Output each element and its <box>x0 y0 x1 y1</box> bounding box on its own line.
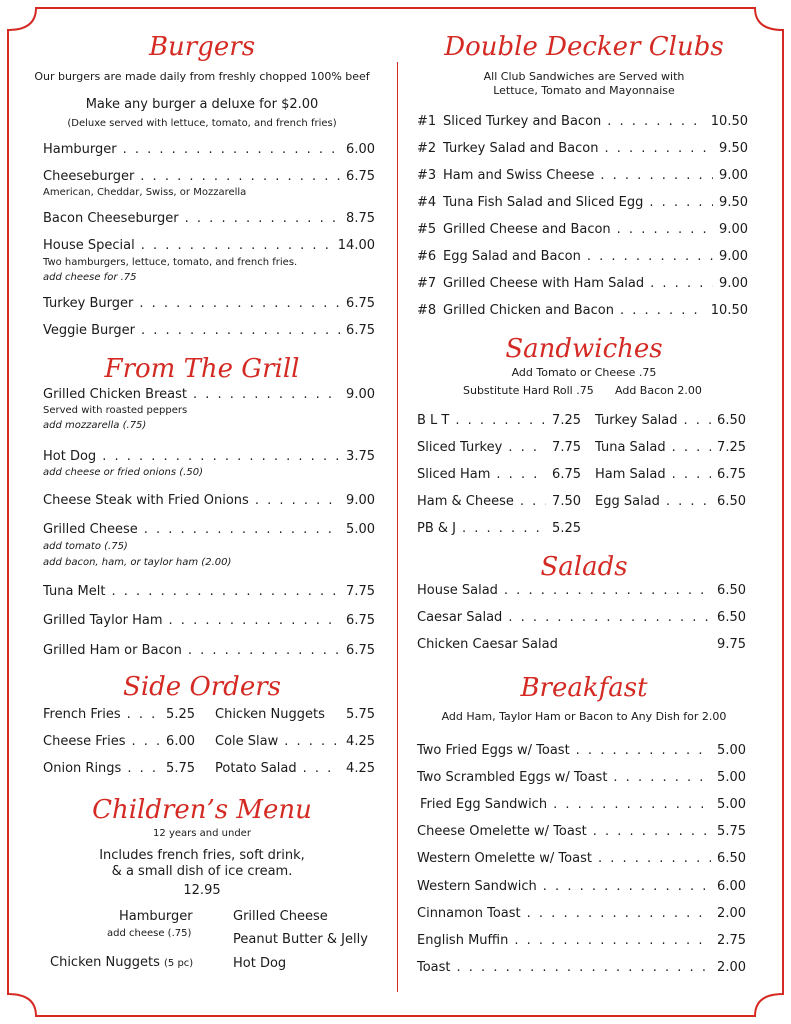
childrens-item: Hot Dog <box>233 956 287 971</box>
item-name: Grilled Cheese <box>43 522 138 537</box>
item-name: Tuna Fish Salad and Sliced Egg <box>443 195 644 210</box>
item-note: American, Cheddar, Swiss, or Mozzarella <box>43 187 247 198</box>
item-name: Hot Dog <box>43 449 97 464</box>
menu-item <box>417 440 581 456</box>
menu-item <box>420 797 746 813</box>
item-price: 6.75 <box>346 323 375 338</box>
menu-item <box>417 851 746 867</box>
menu-item <box>417 610 746 626</box>
menu-item <box>43 142 375 158</box>
item-price: 3.75 <box>346 449 375 464</box>
item-price: 6.75 <box>717 467 746 482</box>
item-name: Western Omelette w/ Toast <box>417 851 592 866</box>
item-price: 6.50 <box>717 413 746 428</box>
item-price: 5.75 <box>346 707 375 722</box>
item-name: Grilled Ham or Bacon <box>43 643 182 658</box>
menu-item <box>417 168 748 184</box>
childrens-includes: Includes french fries, soft drink, <box>99 848 305 863</box>
item-price: 9.00 <box>346 387 375 402</box>
item-price: 5.25 <box>552 521 581 536</box>
item-name: Grilled Cheese with Ham Salad <box>443 276 645 291</box>
sides-heading: Side Orders <box>123 672 281 702</box>
item-name: Egg Salad and Bacon <box>443 249 581 264</box>
sandwiches-note: Substitute Hard Roll .75 <box>463 384 594 397</box>
item-name: Potato Salad <box>215 761 297 776</box>
item-note: add cheese for .75 <box>43 272 137 283</box>
item-name: Two Scrambled Eggs w/ Toast <box>417 770 608 785</box>
item-name: Western Sandwich <box>417 879 537 894</box>
item-price: 7.25 <box>717 440 746 455</box>
deluxe-offer: Make any burger a deluxe for $2.00 <box>85 97 319 112</box>
item-number: #3 <box>417 168 437 183</box>
menu-item <box>417 906 746 922</box>
menu-item <box>417 467 581 483</box>
item-name: Tuna Salad <box>595 440 666 455</box>
menu-item <box>43 761 195 777</box>
item-name: Toast <box>417 960 451 975</box>
item-name: Hamburger <box>43 142 117 157</box>
item-name: Cheese Omelette w/ Toast <box>417 824 587 839</box>
item-name: Bacon Cheeseburger <box>43 211 179 226</box>
breakfast-note: Add Ham, Taylor Ham or Bacon to Any Dish for 2.00 <box>441 710 727 723</box>
item-name: PB & J <box>417 521 456 536</box>
menu-item <box>417 933 746 949</box>
sandwiches-heading: Sandwiches <box>505 334 663 364</box>
menu-item <box>43 211 375 227</box>
menu-item <box>43 707 195 723</box>
item-name: Cole Slaw <box>215 734 279 749</box>
menu-item <box>43 449 375 465</box>
deluxe-note: (Deluxe served with lettuce, tomato, and french fries) <box>67 118 337 129</box>
item-name: Grilled Chicken and Bacon <box>443 303 614 318</box>
item-name: Chicken Nuggets <box>215 707 325 722</box>
menu-item <box>595 467 746 483</box>
menu-item <box>595 494 746 510</box>
item-name: Sliced Turkey <box>417 440 503 455</box>
item-price: 6.75 <box>552 467 581 482</box>
menu-item <box>417 521 581 537</box>
clubs-heading: Double Decker Clubs <box>444 32 724 62</box>
item-name: Caesar Salad <box>417 610 503 625</box>
menu-item <box>43 613 375 629</box>
childrens-item: Hamburger <box>119 909 193 924</box>
menu-item <box>417 141 748 157</box>
item-name: Ham and Swiss Cheese <box>443 168 595 183</box>
item-number: #4 <box>417 195 437 210</box>
item-price: 6.00 <box>717 879 746 894</box>
menu-item <box>595 413 746 429</box>
item-name: Cheese Fries <box>43 734 126 749</box>
menu-item <box>43 643 375 659</box>
item-price: 2.75 <box>717 933 746 948</box>
item-name: Cheese Steak with Fried Onions <box>43 493 249 508</box>
item-price: 9.50 <box>719 195 748 210</box>
item-name: Grilled Chicken Breast <box>43 387 187 402</box>
menu-item <box>417 249 748 265</box>
menu-item <box>417 637 746 653</box>
item-price: 10.50 <box>710 114 748 129</box>
item-note: (5 pc) <box>164 958 194 969</box>
item-name: Chicken Nuggets <box>50 955 160 970</box>
item-name: Chicken Caesar Salad <box>417 637 558 652</box>
item-number: #2 <box>417 141 437 156</box>
childrens-age: 12 years and under <box>153 828 251 839</box>
item-price: 7.50 <box>552 494 581 509</box>
item-price: 7.75 <box>346 584 375 599</box>
clubs-intro: Lettuce, Tomato and Mayonnaise <box>493 84 675 97</box>
item-note: Two hamburgers, lettuce, tomato, and french fries. <box>43 257 298 268</box>
item-name: Ham Salad <box>595 467 666 482</box>
item-price: 5.00 <box>346 522 375 537</box>
menu-item <box>43 387 375 403</box>
item-name: Two Fried Eggs w/ Toast <box>417 743 570 758</box>
menu-item <box>43 522 375 538</box>
menu-item <box>43 169 375 185</box>
menu-item <box>43 296 375 312</box>
item-price: 5.00 <box>717 770 746 785</box>
item-price: 5.75 <box>166 761 195 776</box>
menu-item <box>417 494 581 510</box>
item-price: 9.00 <box>346 493 375 508</box>
item-price: 4.25 <box>346 734 375 749</box>
item-name: Turkey Salad and Bacon <box>443 141 599 156</box>
childrens-price: 12.95 <box>183 883 221 898</box>
menu-item <box>417 195 748 211</box>
item-number: #7 <box>417 276 437 291</box>
childrens-item: Peanut Butter & Jelly <box>233 932 368 947</box>
childrens-item: Grilled Cheese <box>233 909 328 924</box>
item-price: 6.75 <box>346 613 375 628</box>
menu-item <box>43 734 195 750</box>
item-note: add mozzarella (.75) <box>43 420 147 431</box>
item-name: Onion Rings <box>43 761 122 776</box>
item-price: 2.00 <box>717 906 746 921</box>
menu-item <box>417 770 746 786</box>
menu-item <box>417 960 746 976</box>
item-name: Veggie Burger <box>43 323 135 338</box>
menu-item <box>215 734 375 750</box>
item-number: #8 <box>417 303 437 318</box>
item-note: add cheese or fried onions (.50) <box>43 467 203 478</box>
sandwiches-note: Add Tomato or Cheese .75 <box>511 366 657 379</box>
item-name: Turkey Salad <box>595 413 678 428</box>
item-name: Egg Salad <box>595 494 660 509</box>
item-name: Cheeseburger <box>43 169 135 184</box>
sandwiches-note: Add Bacon 2.00 <box>615 384 702 397</box>
item-number: #1 <box>417 114 437 129</box>
menu-item <box>43 493 375 509</box>
item-price: 2.00 <box>717 960 746 975</box>
item-price: 7.25 <box>552 413 581 428</box>
menu-item <box>595 440 746 456</box>
menu-item <box>417 413 581 429</box>
item-name: Fried Egg Sandwich <box>420 797 548 812</box>
item-price: 6.75 <box>346 643 375 658</box>
item-name: House Salad <box>417 583 498 598</box>
grill-heading: From The Grill <box>104 354 300 384</box>
item-price: 9.00 <box>719 249 748 264</box>
item-price: 9.75 <box>717 637 746 652</box>
menu-item <box>417 583 746 599</box>
item-price: 9.50 <box>719 141 748 156</box>
item-price: 10.50 <box>710 303 748 318</box>
menu-item <box>417 303 748 319</box>
item-price: 6.50 <box>717 610 746 625</box>
menu-item <box>215 761 375 777</box>
item-price: 9.00 <box>719 222 748 237</box>
item-note: add tomato (.75) <box>43 541 128 552</box>
item-price: 9.00 <box>719 276 748 291</box>
item-name: Cinnamon Toast <box>417 906 521 921</box>
menu-item <box>417 222 748 238</box>
column-divider <box>397 62 398 992</box>
childrens-includes: & a small dish of ice cream. <box>111 864 293 879</box>
menu-item <box>43 323 375 339</box>
item-price: 5.75 <box>717 824 746 839</box>
item-price: 6.00 <box>166 734 195 749</box>
item-price: 6.00 <box>346 142 375 157</box>
item-price: 6.75 <box>346 296 375 311</box>
salads-heading: Salads <box>540 552 628 582</box>
menu-item <box>215 707 375 723</box>
item-price: 6.50 <box>717 583 746 598</box>
item-price: 5.00 <box>717 743 746 758</box>
item-name: Turkey Burger <box>43 296 134 311</box>
item-name: B L T <box>417 413 450 428</box>
menu-item <box>43 238 375 254</box>
childrens-item <box>50 955 193 971</box>
item-price: 6.50 <box>717 851 746 866</box>
menu-item <box>417 824 746 840</box>
item-name: Sliced Turkey and Bacon <box>443 114 602 129</box>
item-name: Grilled Cheese and Bacon <box>443 222 611 237</box>
item-price: 6.75 <box>346 169 375 184</box>
item-number: #6 <box>417 249 437 264</box>
clubs-intro: All Club Sandwiches are Served with <box>483 70 685 83</box>
item-price: 5.25 <box>166 707 195 722</box>
item-price: 9.00 <box>719 168 748 183</box>
menu-item <box>417 879 746 895</box>
item-name: House Special <box>43 238 135 253</box>
item-name: French Fries <box>43 707 121 722</box>
burgers-heading: Burgers <box>148 32 256 62</box>
item-name: Ham & Cheese <box>417 494 514 509</box>
item-name: Sliced Ham <box>417 467 491 482</box>
menu-item <box>417 276 748 292</box>
childrens-heading: Children’s Menu <box>92 795 312 825</box>
item-note: Served with roasted peppers <box>43 405 188 416</box>
item-price: 6.50 <box>717 494 746 509</box>
item-price: 14.00 <box>337 238 375 253</box>
menu-item <box>43 584 375 600</box>
item-note: add bacon, ham, or taylor ham (2.00) <box>43 557 232 568</box>
item-number: #5 <box>417 222 437 237</box>
item-price: 4.25 <box>346 761 375 776</box>
item-note: add cheese (.75) <box>107 928 192 939</box>
breakfast-heading: Breakfast <box>520 673 648 703</box>
item-name: Tuna Melt <box>43 584 106 599</box>
item-price: 5.00 <box>717 797 746 812</box>
item-name: English Muffin <box>417 933 509 948</box>
burgers-intro: Our burgers are made daily from freshly chopped 100% beef <box>34 70 370 83</box>
menu-item <box>417 114 748 130</box>
item-name: Grilled Taylor Ham <box>43 613 163 628</box>
menu-item <box>417 743 746 759</box>
item-price: 8.75 <box>346 211 375 226</box>
item-price: 7.75 <box>552 440 581 455</box>
